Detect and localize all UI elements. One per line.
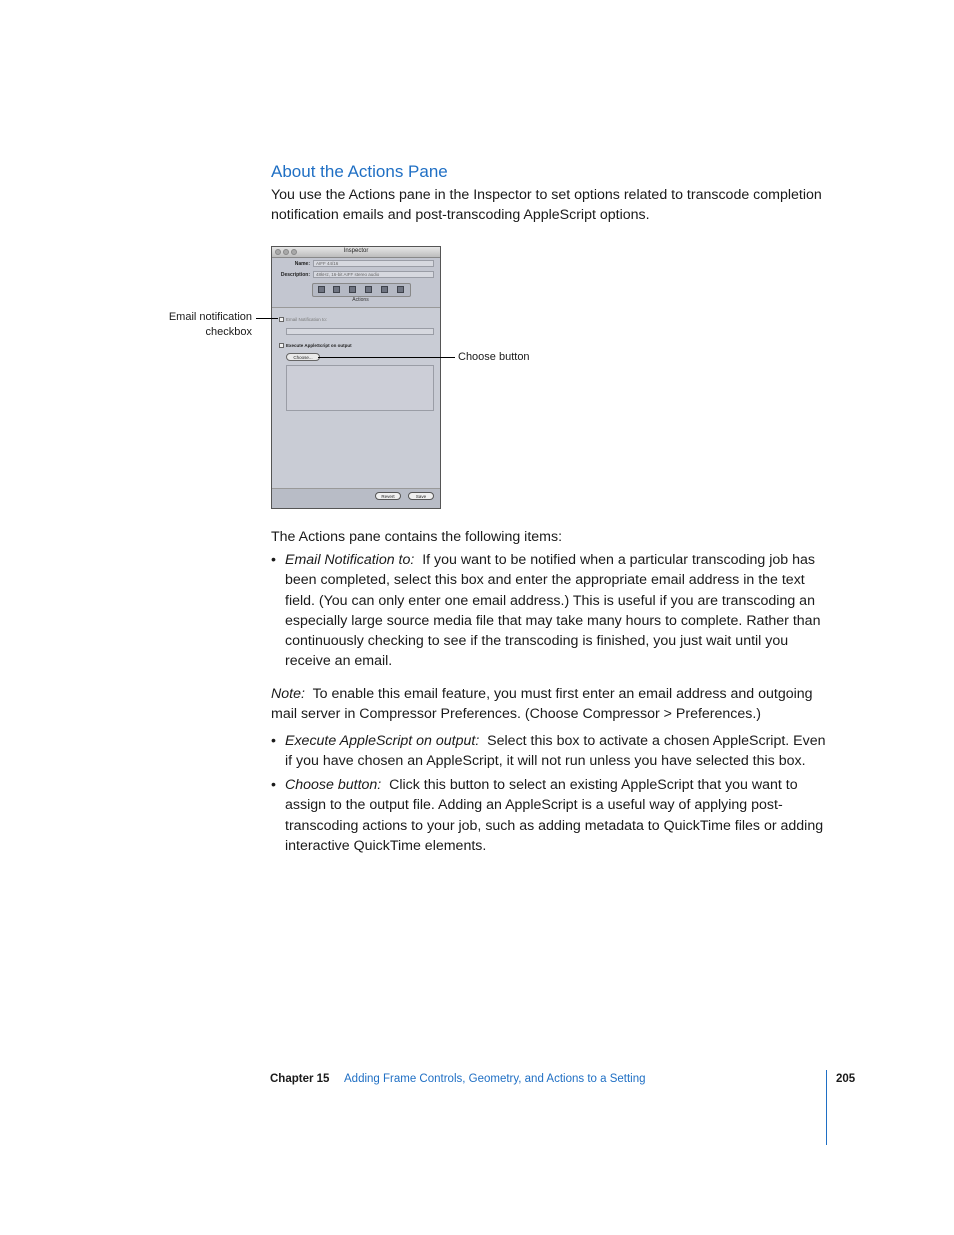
page-number: 205 [836,1073,856,1085]
list-item-body: If you want to be notified when a particular transcoding job has been completed, select this box and enter the appropriate email address in the text field. (You can only enter one email address.) This is useful if you are transcoding an especially large source media file that may take many hours to complete. Rather than continuously checking to see if the transcoding is finished, you just wait until you receive an email. [285,552,821,670]
callout-line-email [256,318,278,319]
email-address-field[interactable] [286,328,434,335]
summary-tab-icon[interactable] [318,286,325,293]
bullet-glyph: • [271,552,276,568]
note-paragraph [271,684,831,725]
footer-divider [826,1070,827,1145]
revert-button[interactable]: Revert [375,492,401,500]
intro-paragraph: You use the Actions pane in the Inspector to set options related to transcode completion notification emails and post-transcoding AppleScript options. [271,187,822,224]
geometry-tab-icon[interactable] [381,286,388,293]
execute-applescript-checkbox[interactable] [279,343,284,348]
actions-tab-icon[interactable] [397,286,404,293]
encoder-tab-icon[interactable] [333,286,340,293]
frame-controls-tab-icon[interactable] [365,286,372,293]
footer-chapter-title[interactable]: Adding Frame Controls, Geometry, and Actions to a Setting [344,1073,646,1085]
save-button[interactable]: Save [408,492,434,500]
applescript-path-area [286,365,434,411]
list-item-text [285,550,831,672]
active-tab-label: Actions [352,297,369,303]
list-item-body: Select this box to activate a chosen AppleScript. Even if you have chosen an AppleScript, it will not run unless you have selected this box. [285,733,826,770]
callout-choose-button: Choose button [458,351,530,363]
window-titlebar [272,247,440,258]
note-label: Note: [271,686,305,702]
inspector-tab-toolbar [312,283,411,297]
note-text: To enable this email feature, you must first enter an email address and outgoing mail server in Compressor Preferences. (Choose Compressor > Preferences.) [271,686,813,723]
section-heading: About the Actions Pane [271,162,448,181]
name-label: Name: [294,261,310,267]
description-field[interactable]: 48kHz, 16-bit AIFF stereo audio [313,271,434,278]
email-notification-checkbox[interactable] [279,317,284,322]
list-item [271,550,831,672]
description-label: Description: [280,272,310,278]
footer-chapter: Chapter 15 [270,1073,330,1085]
list-item-body: Click this button to select an existing AppleScript that you want to assign to the output file. Adding an AppleScript is a useful way of applying post-transcoding actions to your job, such as adding metadata to QuickTime files or adding interactive QuickTime elements. [285,777,824,854]
list-item-term: Email Notification to: [285,552,415,568]
callout-line-choose [318,357,455,358]
list-item-term: Execute AppleScript on output: [285,733,480,749]
list-item-text [285,731,831,772]
filters-tab-icon[interactable] [349,286,356,293]
bullet-glyph: • [271,733,276,749]
choose-button[interactable]: Choose... [286,353,320,361]
list-item [271,775,831,856]
email-notification-label: Email Notification to: [286,317,328,322]
list-item-term: Choose button: [285,777,382,793]
items-lead: The Actions pane contains the following items: [271,529,563,545]
window-title: Inspector [343,248,369,254]
name-field[interactable]: AIFF 44/16 [313,260,434,267]
list-item-text [285,775,831,856]
list-item [271,731,831,772]
inspector-screenshot [271,246,441,509]
execute-applescript-label: Execute AppleScript on output [286,343,352,348]
callout-email-checkbox: Email notification checkbox [168,311,252,338]
bullet-glyph: • [271,777,276,793]
